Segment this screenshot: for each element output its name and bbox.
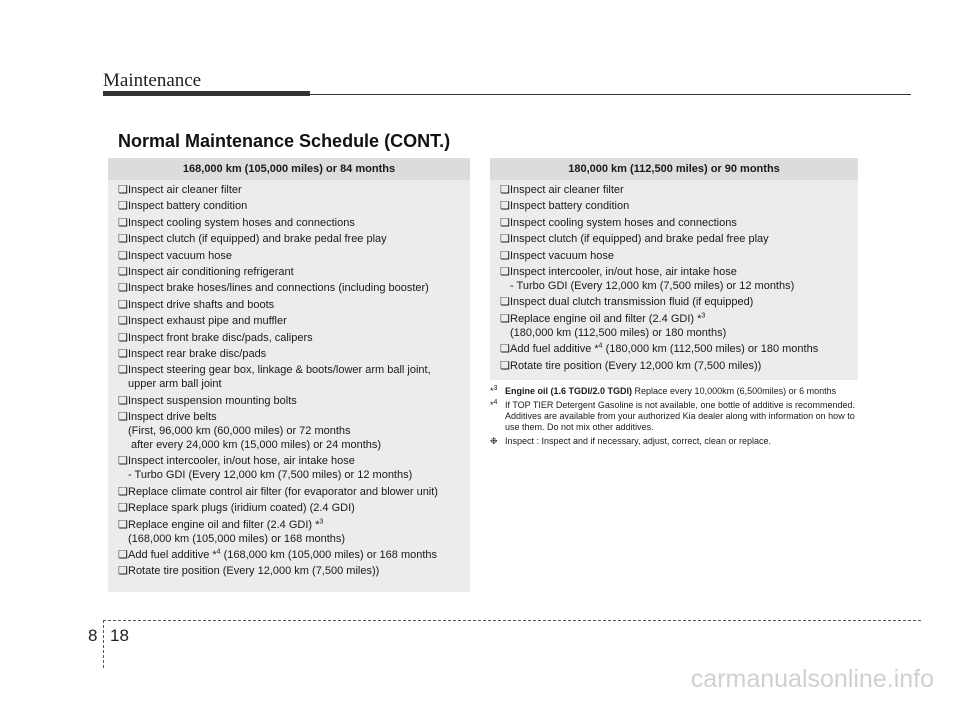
checkbox-icon: ❏ [500,200,510,213]
footer-divider-vertical [103,620,104,668]
checkbox-icon: ❏ [118,347,128,360]
inspect-definition: ❉ Inspect : Inspect and if necessary, adjust, correct, clean or replace. [490,436,771,446]
checklist-item: ❏ Rotate tire position (Every 12,000 km (7,500 miles)) [118,565,380,578]
page-number: 18 [110,626,129,645]
checklist-item: ❏ Inspect cooling system hoses and connections [118,216,355,229]
checklist-item: ❏ Inspect dual clutch transmission fluid (if equipped) [500,296,754,309]
checklist-item: ❏ Inspect intercooler, in/out hose, air intake hose - Turbo GDI (Every 12,000 km (7,500 miles) or 12 months) [500,265,795,292]
checklist-item: ❏ Inspect air cleaner filter [118,184,242,196]
header-divider-accent [103,91,310,96]
checklist-item: ❏ Inspect cooling system hoses and connections [500,216,737,229]
checklist-item: ❏ Replace engine oil and filter (2.4 GDI) *$^3$ (168,000 km (105,000 miles) or 168 months) [118,517,346,545]
checkbox-icon: ❏ [500,184,510,196]
page-header-title: Maintenance [103,70,202,91]
panel-heading: 168,000 km (105,000 miles) or 84 months [108,158,470,180]
checklist-item: ❏ Inspect front brake disc/pads, calipers [118,331,313,344]
footnote-4: *$^4$ If TOP TIER Detergent Gasoline is not available, one bottle of additive is recommended. Additives are available from your authorized Kia dealer along with information on how to use them. Do not mix other additives. [490,399,856,432]
checklist-item: ❏ Inspect clutch (if equipped) and brake pedal free play [118,233,387,246]
checkbox-icon: ❏ [118,184,128,196]
schedule-panel-180000km [490,158,858,380]
checkbox-icon: ❏ [500,312,510,325]
checklist-item: ❏ Inspect suspension mounting bolts [118,394,297,407]
checklist-item: ❏ Inspect intercooler, in/out hose, air intake hose - Turbo GDI (Every 12,000 km (7,500 miles) or 12 months) [118,455,413,482]
checklist-item: ❏ Inspect clutch (if equipped) and brake pedal free play [500,233,769,246]
checkbox-icon: ❏ [118,502,128,515]
checklist-item: ❏ Inspect brake hoses/lines and connections (including booster) [118,282,429,295]
checkbox-icon: ❏ [118,394,128,407]
footer-divider [103,620,921,621]
footnotes [490,386,858,450]
checklist-item: ❏ Replace climate control air filter (for evaporator and blower unit) [118,485,438,498]
snowflake-icon: ❉ [490,436,498,446]
checkbox-icon: ❏ [500,265,510,278]
checkbox-icon: ❏ [118,233,128,246]
checkbox-icon: ❏ [118,485,128,498]
checkbox-icon: ❏ [500,216,510,229]
checkbox-icon: ❏ [500,233,510,246]
checklist-item: ❏ Rotate tire position (Every 12,000 km (7,500 miles)) [500,359,762,372]
checklist-item: ❏ Add fuel additive *$^4$ (180,000 km (112,500 miles) or 180 months [500,342,819,356]
checklist-item: ❏ Inspect battery condition [118,200,248,213]
panel-heading: 180,000 km (112,500 miles) or 90 months [490,158,858,180]
checkbox-icon: ❏ [118,265,128,278]
checklist-item: ❏ Inspect exhaust pipe and muffler [118,315,287,328]
checklist-item: ❏ Inspect vacuum hose [500,249,614,262]
checkbox-icon: ❏ [118,298,128,311]
checkbox-icon: ❏ [500,249,510,262]
checkbox-icon: ❏ [500,296,510,309]
footnote-3: *$^3$ Engine oil (1.6 TGDI/2.0 TGDI) Replace every 10,000km (6,500miles) or 6 months [490,385,837,396]
checklist-item: ❏ Replace engine oil and filter (2.4 GDI) *$^3$ (180,000 km (112,500 miles) or 180 months) [500,312,727,339]
schedule-panel-168000km [108,158,470,592]
checkbox-icon: ❏ [118,216,128,229]
checkbox-icon: ❏ [500,343,510,356]
checklist-item: ❏ Add fuel additive *$^4$ (168,000 km (105,000 miles) or 168 months [118,548,438,562]
checklist-item: ❏ Replace spark plugs (iridium coated) (2.4 GDI) [118,502,355,515]
checkbox-icon: ❏ [118,364,128,377]
section-title: Normal Maintenance Schedule (CONT.) [118,131,451,151]
checkbox-icon: ❏ [118,249,128,262]
checkbox-icon: ❏ [118,455,128,468]
checklist-item: ❏ Inspect battery condition [500,200,630,213]
checkbox-icon: ❏ [118,282,128,295]
checkbox-icon: ❏ [118,518,128,531]
checklist-item: ❏ Inspect drive belts (First, 96,000 km (60,000 miles) or 72 months after every 24,000 km (15,000 miles) or 24 months) [118,411,382,452]
checklist-item: ❏ Inspect air conditioning refrigerant [118,265,294,278]
chapter-number: 8 [88,626,98,645]
checkbox-icon: ❏ [118,315,128,328]
checklist-item: ❏ Inspect drive shafts and boots [118,298,275,311]
checkbox-icon: ❏ [118,331,128,344]
checkbox-icon: ❏ [118,200,128,213]
checklist-item: ❏ Inspect rear brake disc/pads [118,347,267,360]
checkbox-icon: ❏ [118,411,128,424]
checkbox-icon: ❏ [118,549,128,562]
checklist-item: ❏ Inspect vacuum hose [118,249,232,262]
checklist-item: ❏ Inspect air cleaner filter [500,184,624,196]
watermark: carmanualsonline.info [690,665,934,693]
checklist-item: ❏ Inspect steering gear box, linkage & boots/lower arm ball joint, upper arm ball joint [118,364,431,391]
checkbox-icon: ❏ [118,565,128,578]
checkbox-icon: ❏ [500,359,510,372]
